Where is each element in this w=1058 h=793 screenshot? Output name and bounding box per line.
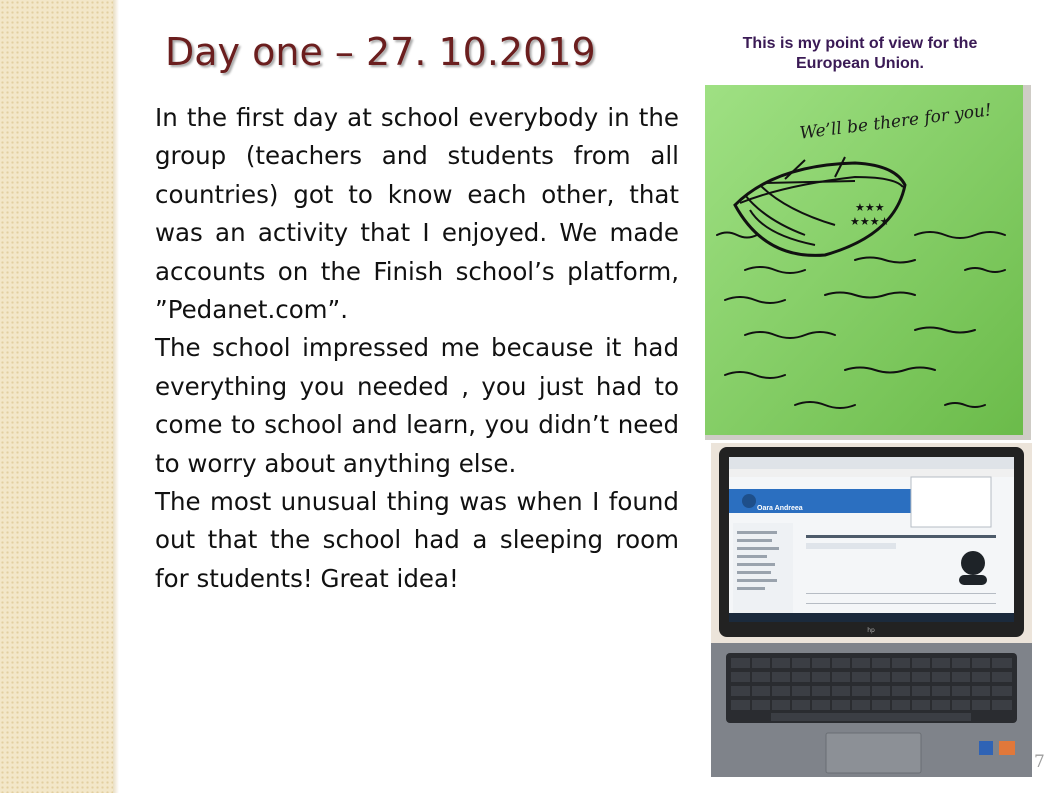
- image-caption: This is my point of view for the European Union.: [742, 35, 978, 72]
- svg-text:★★★: ★★★: [855, 201, 885, 214]
- paragraph-school-impression: The school impressed me because it had everything you needed , you just had to come to school and learn, you didn’t need to worry about anything else.: [155, 333, 679, 478]
- svg-text:hp: hp: [867, 627, 875, 634]
- page-number: 7: [1034, 752, 1045, 772]
- laptop-photo: [711, 443, 1032, 777]
- slide-title: Day one – 27. 10.2019: [165, 30, 596, 74]
- handwritten-note: We’ll be there for you!: [798, 100, 993, 144]
- side-strip-edge: [113, 0, 119, 793]
- paragraph-first-day: In the first day at school everybody in the group (teachers and students from all countries) got to know each other, that was an activity that I enjoyed. We made accounts on the Finish school’s platform, ”Pedanet.com”.: [155, 103, 679, 325]
- slide-body-text: [155, 99, 679, 598]
- svg-text:★★★★: ★★★★: [850, 215, 890, 228]
- sticky-note-photo: [705, 85, 1031, 440]
- profile-name-on-screen: Oara Andreea: [757, 505, 803, 512]
- paragraph-unusual-thing: The most unusual thing was when I found out that the school had a sleeping room for students! Great idea!: [155, 487, 679, 593]
- decorative-side-strip: [0, 0, 113, 793]
